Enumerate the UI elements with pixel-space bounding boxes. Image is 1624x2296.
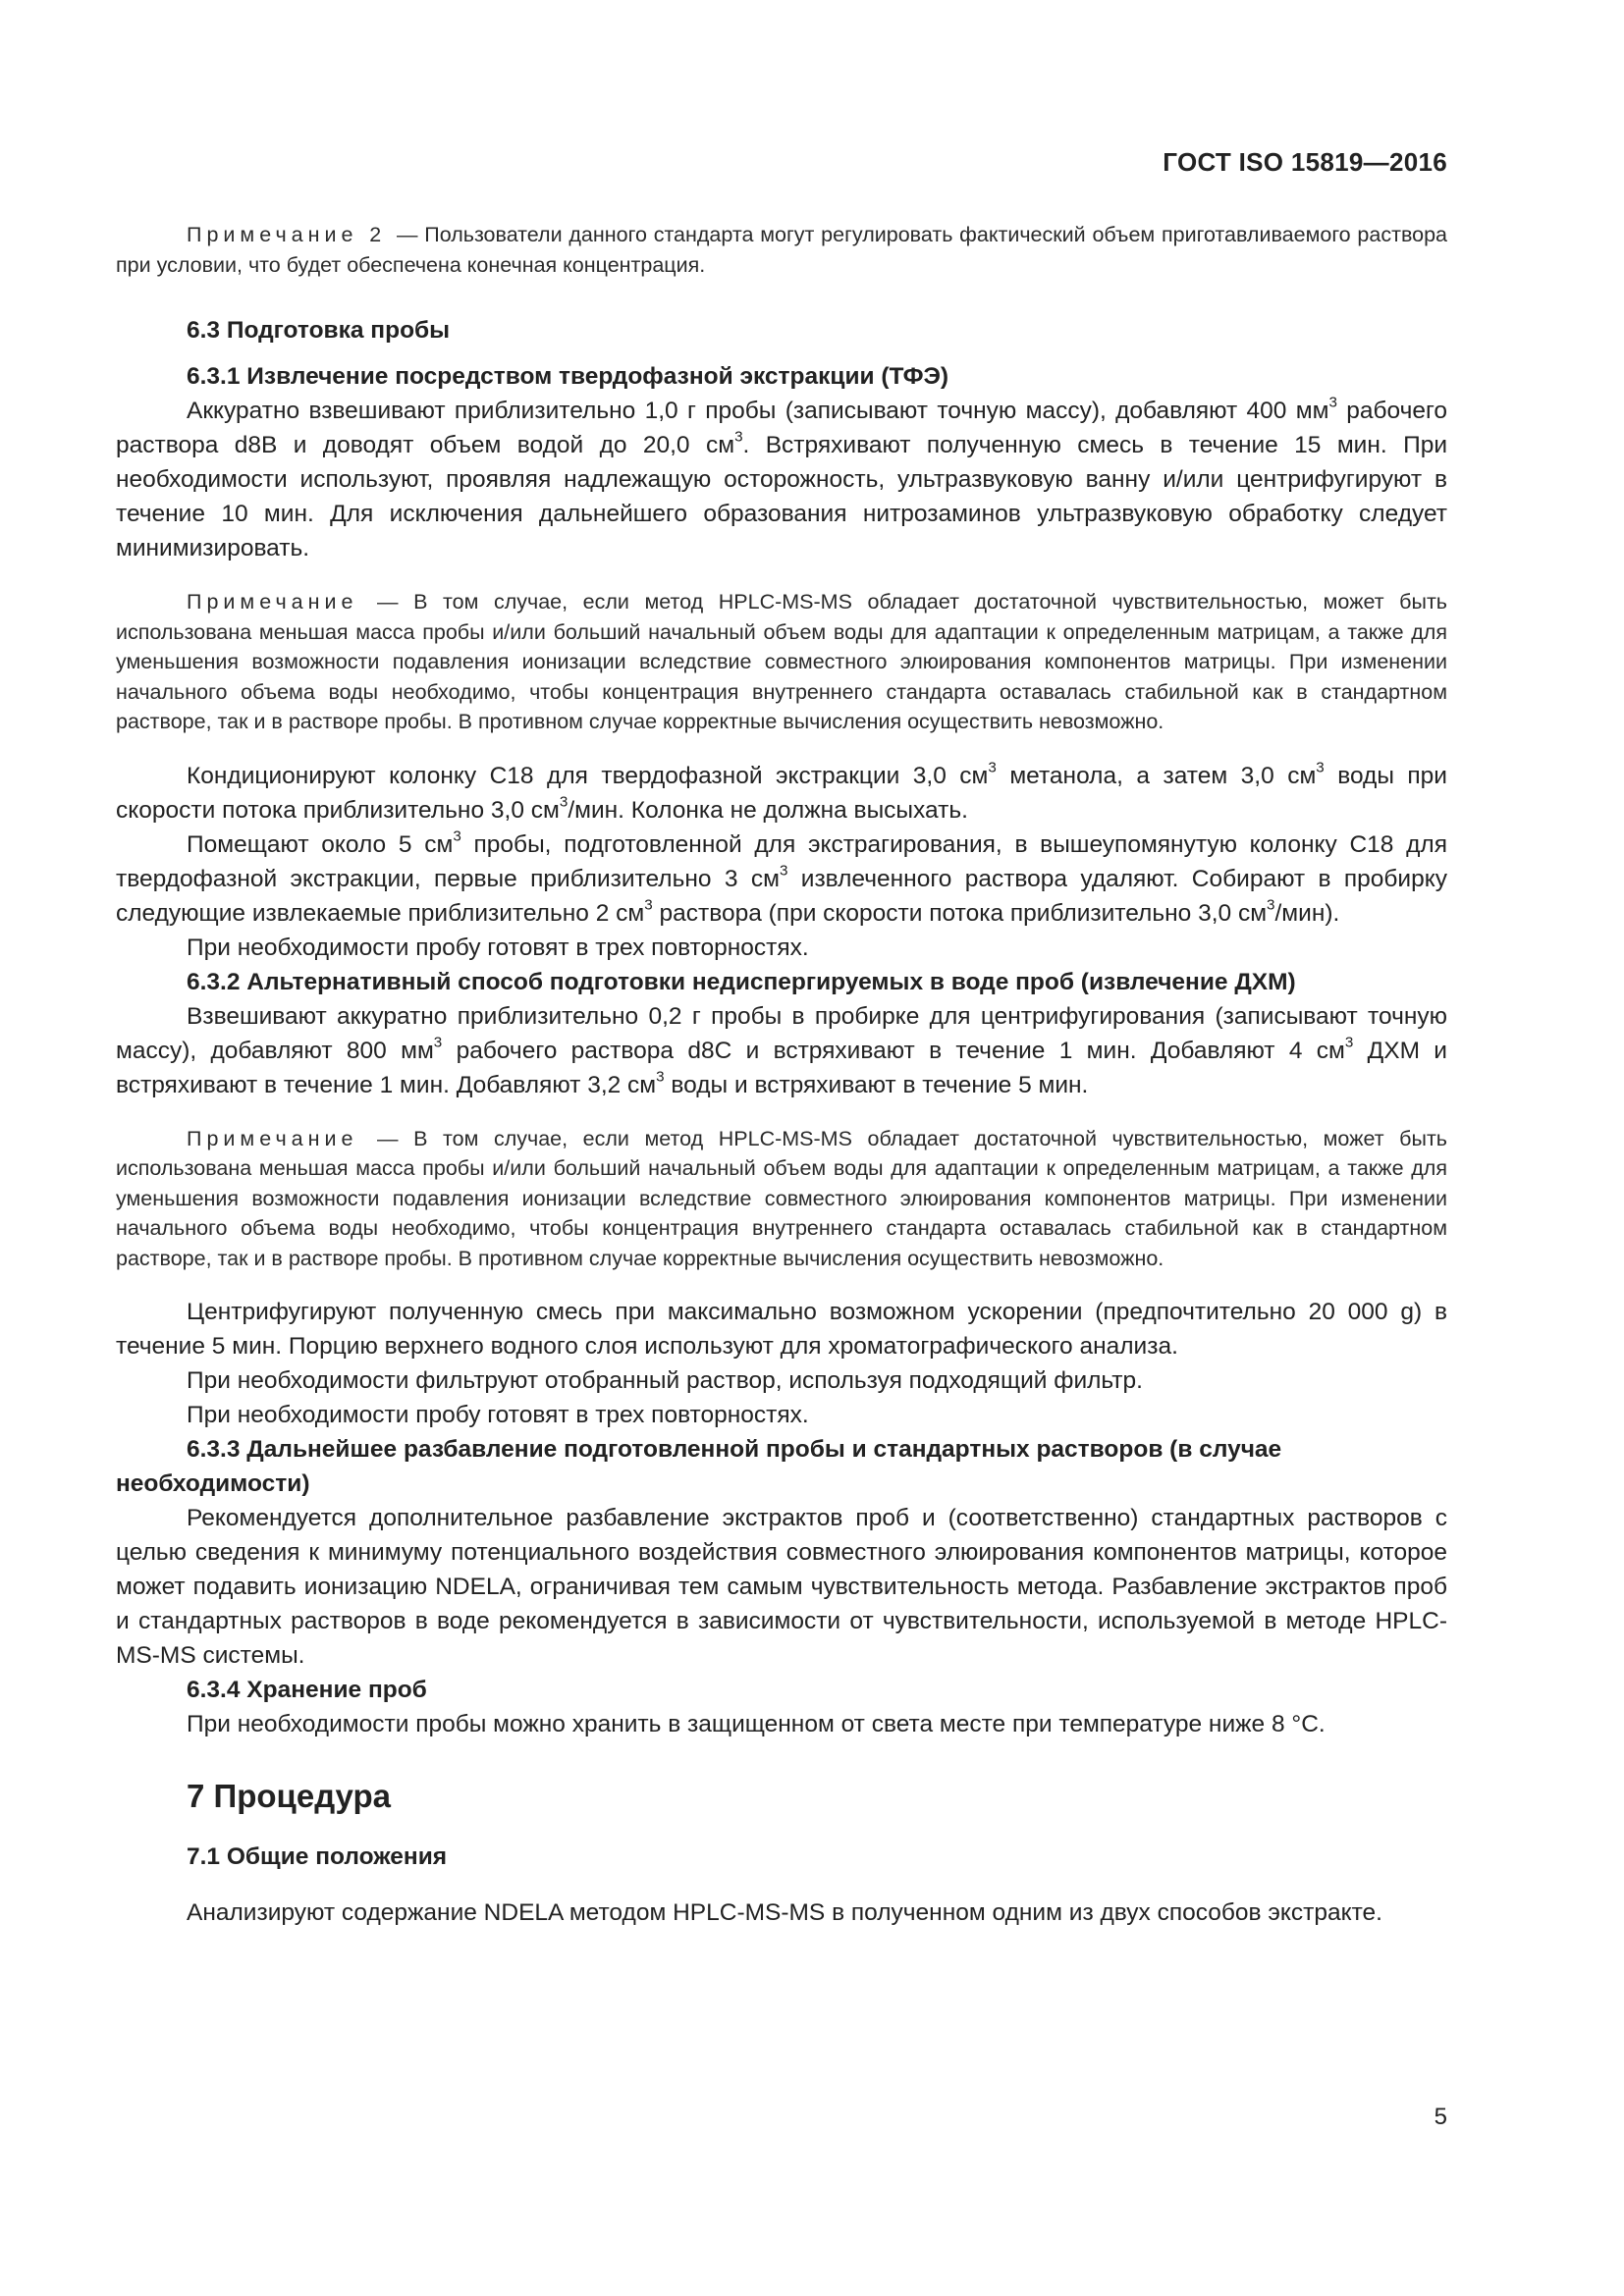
paragraph: При необходимости фильтруют отобранный раствор, используя подходящий фильтр.	[187, 1367, 1143, 1394]
note	[116, 1124, 1447, 1274]
note-label: Примечание	[187, 1126, 358, 1150]
note-text: — В том случае, если метод HPLC-MS-MS обладает достаточной чувствительностью, может быть использована меньшая масса пробы и/или больший начальный объем воды для адаптации к определенным матрицам, а также для уменьшения возможности подавления ионизации вследствие совместного элюирования компонентов матрицы. При изменении начального объема воды необходимо, чтобы концентрация внутреннего стандарта оставалась стабильной как в стандартном растворе, так и в растворе пробы. В противном случае корректные вычисления осуществить невозможно.	[116, 1126, 1447, 1270]
note-2	[116, 220, 1447, 280]
paragraph: Аккуратно взвешивают приблизительно 1,0 г пробы (записывают точную массу), добавляют 400 $мм^3$ рабочего раствора d8B и доводят объем водой до 20,0 $см^3$. Встряхивают полученную смесь в течение 15 мин. При необходимости используют, проявляя надлежащую осторожность, ультразвуковую ванну и/или центрифугируют в течение 10 мин. Для исключения дальнейшего образования нитрозаминов ультразвуковую обработку следует минимизировать.	[116, 394, 1448, 561]
document-code: ГОСТ ISO 15819—2016	[1163, 147, 1447, 177]
heading-7-1: 7.1 Общие положения	[187, 1843, 448, 1870]
note-text: — В том случае, если метод HPLC-MS-MS обладает достаточной чувствительностью, может быть использована меньшая масса пробы и/или больший начальный объем воды для адаптации к определенным матрицам, а также для уменьшения возможности подавления ионизации вследствие совместного элюирования компонентов матрицы. При изменении начального объема воды необходимо, чтобы концентрация внутреннего стандарта оставалась стабильной как в стандартном растворе, так и в растворе пробы. В противном случае корректные вычисления осуществить невозможно.	[116, 590, 1447, 733]
page-number: 5	[1434, 2104, 1447, 2130]
paragraph: Анализируют содержание NDELA методом HPLC-MS-MS в полученном одним из двух способов экстракте.	[187, 1899, 1382, 1926]
heading-6-3-2: 6.3.2 Альтернативный способ подготовки недиспергируемых в воде проб (извлечение ДХМ)	[187, 968, 1296, 995]
heading-6-3-4: 6.3.4 Хранение проб	[187, 1677, 427, 1703]
paragraph: При необходимости пробу готовят в трех повторностях.	[187, 934, 809, 961]
paragraph: При необходимости пробы можно хранить в защищенном от света месте при температуре ниже 8 °С.	[187, 1711, 1326, 1737]
heading-7: 7 Процедура	[187, 1778, 391, 1814]
heading-6-3-1: 6.3.1 Извлечение посредством твердофазной экстракции (ТФЭ)	[187, 363, 949, 390]
heading-6-3-3: 6.3.3 Дальнейшее разбавление подготовленной пробы и стандартных растворов (в случае необходимости)	[116, 1436, 1282, 1497]
paragraph: При необходимости пробу готовят в трех повторностях.	[187, 1402, 809, 1428]
paragraph: Взвешивают аккуратно приблизительно 0,2 г пробы в пробирке для центрифугирования (записывают точную массу), добавляют 800 $мм^3$ рабочего раствора d8C и встряхивают в течение 1 мин. Добавляют 4 $см^3$ ДХМ и встряхивают в течение 1 мин. Добавляют 3,2 $см^3$ воды и встряхивают в течение 5 мин.	[116, 1002, 1447, 1098]
paragraph: Помещают около 5 $см^3$ пробы, подготовленной для экстрагирования, в вышеупомянутую колонку С18 для твердофазной экстракции, первые приблизительно 3 $см^3$ извлеченного раствора удаляют. Собирают в пробирку следующие извлекаемые приблизительно 2 $см^3$ раствора (при скорости потока приблизительно 3,0 $см^3/мин$).	[116, 828, 1447, 927]
paragraph: Кондиционируют колонку С18 для твердофазной экстракции 3,0 $см^3$ метанола, а затем 3,0 $см^3$ воды при скорости потока приблизительно 3,0 $см^3$/мин. Колонка не должна высыхать.	[116, 759, 1447, 824]
paragraph: Рекомендуется дополнительное разбавление экстрактов проб и (соответственно) стандартных растворов с целью сведения к минимуму потенциального воздействия совместного элюирования компонентов матрицы, которое может подавить ионизацию NDELA, ограничивая тем самым чувствительность метода. Разбавление экстрактов проб и стандартных растворов в воде рекомендуется в зависимости от чувствительности, используемой в методе HPLC-MS-MS системы.	[116, 1505, 1447, 1669]
note-label: Примечание 2	[187, 223, 387, 246]
note	[116, 587, 1447, 737]
heading-6-3: 6.3 Подготовка пробы	[187, 317, 451, 344]
page-content	[116, 220, 1447, 1930]
paragraph: Центрифугируют полученную смесь при максимально возможном ускорении (предпочтительно 20 000 g) в течение 5 мин. Порцию верхнего водного слоя используют для хроматографического анализа.	[116, 1299, 1447, 1360]
note-label: Примечание	[187, 590, 358, 614]
note-text: — Пользователи данного стандарта могут регулировать фактический объем приготавливаемого раствора при условии, что будет обеспечена конечная концентрация.	[116, 223, 1447, 277]
